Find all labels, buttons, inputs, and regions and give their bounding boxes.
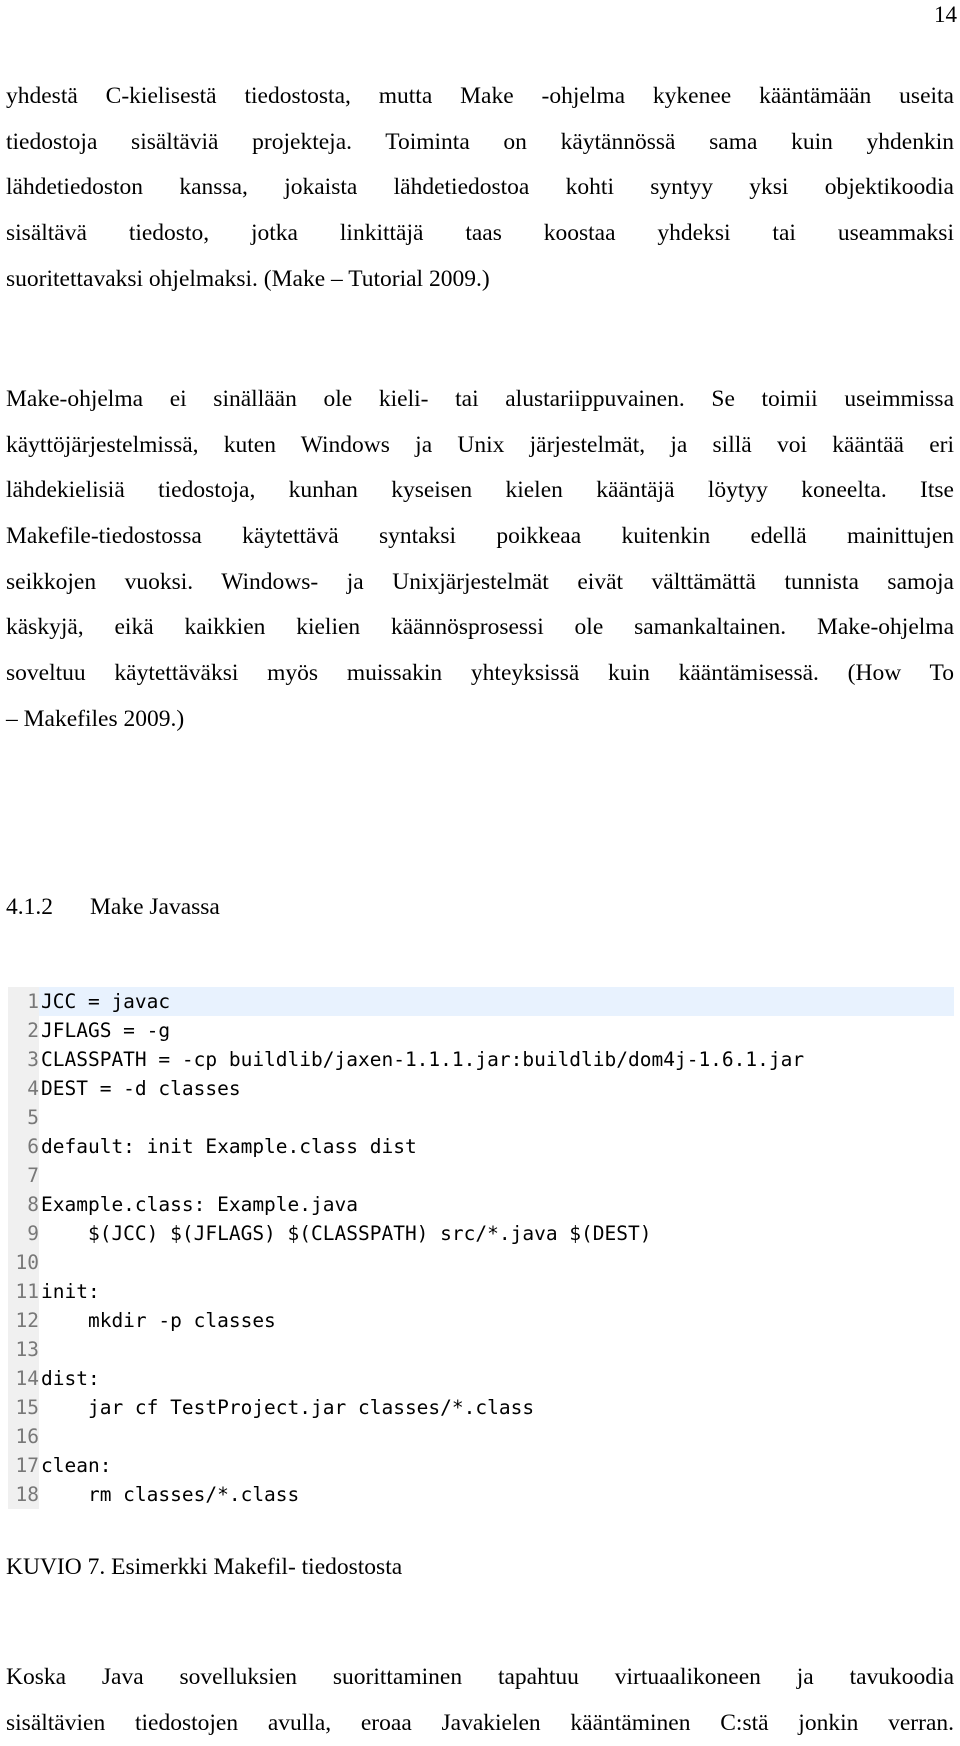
code-line <box>8 1451 954 1480</box>
code-text: default: init Example.class dist <box>41 1135 417 1158</box>
code-text: JCC = javac <box>41 990 171 1013</box>
code-line <box>8 1219 954 1248</box>
code-line <box>8 1190 954 1219</box>
page-number: 14 <box>934 2 957 27</box>
code-line <box>8 1277 954 1306</box>
code-text: DEST = -d classes <box>41 1077 241 1100</box>
line-number: 12 <box>8 1306 39 1335</box>
code-line <box>8 1393 954 1422</box>
section-title: Make Javassa <box>90 894 220 920</box>
code-text: JFLAGS = -g <box>41 1019 171 1042</box>
code-line <box>8 1480 954 1509</box>
code-line <box>8 1364 954 1393</box>
code-line <box>8 1016 954 1045</box>
line-number: 2 <box>8 1016 39 1045</box>
line-number: 3 <box>8 1045 39 1074</box>
code-text: dist: <box>41 1367 100 1390</box>
paragraph-1 <box>6 74 954 302</box>
code-line <box>8 1045 954 1074</box>
paragraph-line: Koska Java sovelluksien suorittaminen tapahtuu virtuaalikoneen ja tavukoodia <box>6 1664 954 1690</box>
line-number: 8 <box>8 1190 39 1219</box>
line-number: 18 <box>8 1480 39 1509</box>
section-heading <box>6 887 220 927</box>
paragraph-line: käskyjä, eikä kaikkien kielien käännösprosessi ole samankaltainen. Make-ohjelma <box>6 614 954 641</box>
paragraph-line: tiedostoja sisältäviä projekteja. Toiminta on käytännössä sama kuin yhdenkin <box>6 128 954 155</box>
code-text: $(JCC) $(JFLAGS) $(CLASSPATH) src/*.java $(DEST) <box>41 1222 652 1245</box>
paragraph-line: lähdetiedoston kanssa, jokaista lähdetiedostoa kohti syntyy yksi objektikoodia <box>6 174 954 201</box>
paragraph-line: seikkojen vuoksi. Windows- ja Unixjärjestelmät eivät välttämättä tunnista samoja <box>6 568 954 595</box>
line-number: 14 <box>8 1364 39 1393</box>
paragraph-line: – Makefiles 2009.) <box>6 705 185 732</box>
line-number: 6 <box>8 1132 39 1161</box>
paragraph-line: lähdekielisiä tiedostoja, kunhan kyseisen kielen kääntäjä löytyy koneelta. Itse <box>6 477 954 504</box>
code-line <box>8 1248 954 1277</box>
line-number: 9 <box>8 1219 39 1248</box>
line-number: 4 <box>8 1074 39 1103</box>
line-number: 7 <box>8 1161 39 1190</box>
paragraph-line: sisältävä tiedosto, jotka linkittäjä taas koostaa yhdeksi tai useammaksi <box>6 220 954 247</box>
paragraph-line: Make-ohjelma ei sinällään ole kieli- tai alustariippuvainen. Se toimii useimmissa <box>6 386 954 412</box>
line-number: 13 <box>8 1335 39 1364</box>
code-line <box>8 987 954 1016</box>
code-text: CLASSPATH = -cp buildlib/jaxen-1.1.1.jar:buildlib/dom4j-1.6.1.jar <box>41 1048 805 1071</box>
code-line <box>8 1422 954 1451</box>
line-number: 1 <box>8 987 39 1016</box>
code-text: rm classes/*.class <box>41 1483 300 1506</box>
code-text: Example.class: Example.java <box>41 1193 358 1216</box>
paragraph-line: soveltuu käytettäväksi myös muissakin yhteyksissä kuin kääntämisessä. (How To <box>6 660 954 687</box>
line-number: 5 <box>8 1103 39 1132</box>
section-number: 4.1.2 <box>6 894 53 920</box>
code-listing <box>8 987 954 1509</box>
line-number: 11 <box>8 1277 39 1306</box>
paragraph-line: yhdestä C-kielisestä tiedostosta, mutta Make -ohjelma kykenee kääntämään useita <box>6 83 954 109</box>
paragraph-2 <box>6 377 954 743</box>
paragraph-line: sisältävien tiedostojen avulla, eroaa Javakielen kääntäminen C:stä jonkin verran. <box>6 1709 954 1736</box>
code-line <box>8 1074 954 1103</box>
code-text: init: <box>41 1280 100 1303</box>
line-number: 17 <box>8 1451 39 1480</box>
paragraph-3 <box>6 1655 954 1746</box>
paragraph-line: suoritettavaksi ohjelmaksi. (Make – Tutorial 2009.) <box>6 265 490 292</box>
code-line <box>8 1306 954 1335</box>
line-number: 15 <box>8 1393 39 1422</box>
code-text: jar cf TestProject.jar classes/*.class <box>41 1396 535 1419</box>
figure-caption: KUVIO 7. Esimerkki Makefil- tiedostosta <box>6 1554 403 1580</box>
line-number: 16 <box>8 1422 39 1451</box>
line-number: 10 <box>8 1248 39 1277</box>
code-line <box>8 1161 954 1190</box>
code-line <box>8 1103 954 1132</box>
paragraph-line: Makefile-tiedostossa käytettävä syntaksi poikkeaa kuitenkin edellä mainittujen <box>6 523 954 550</box>
code-line <box>8 1335 954 1364</box>
code-text: clean: <box>41 1454 112 1477</box>
paragraph-line: käyttöjärjestelmissä, kuten Windows ja Unix järjestelmät, ja sillä voi kääntää eri <box>6 431 954 458</box>
code-line <box>8 1132 954 1161</box>
code-text: mkdir -p classes <box>41 1309 276 1332</box>
